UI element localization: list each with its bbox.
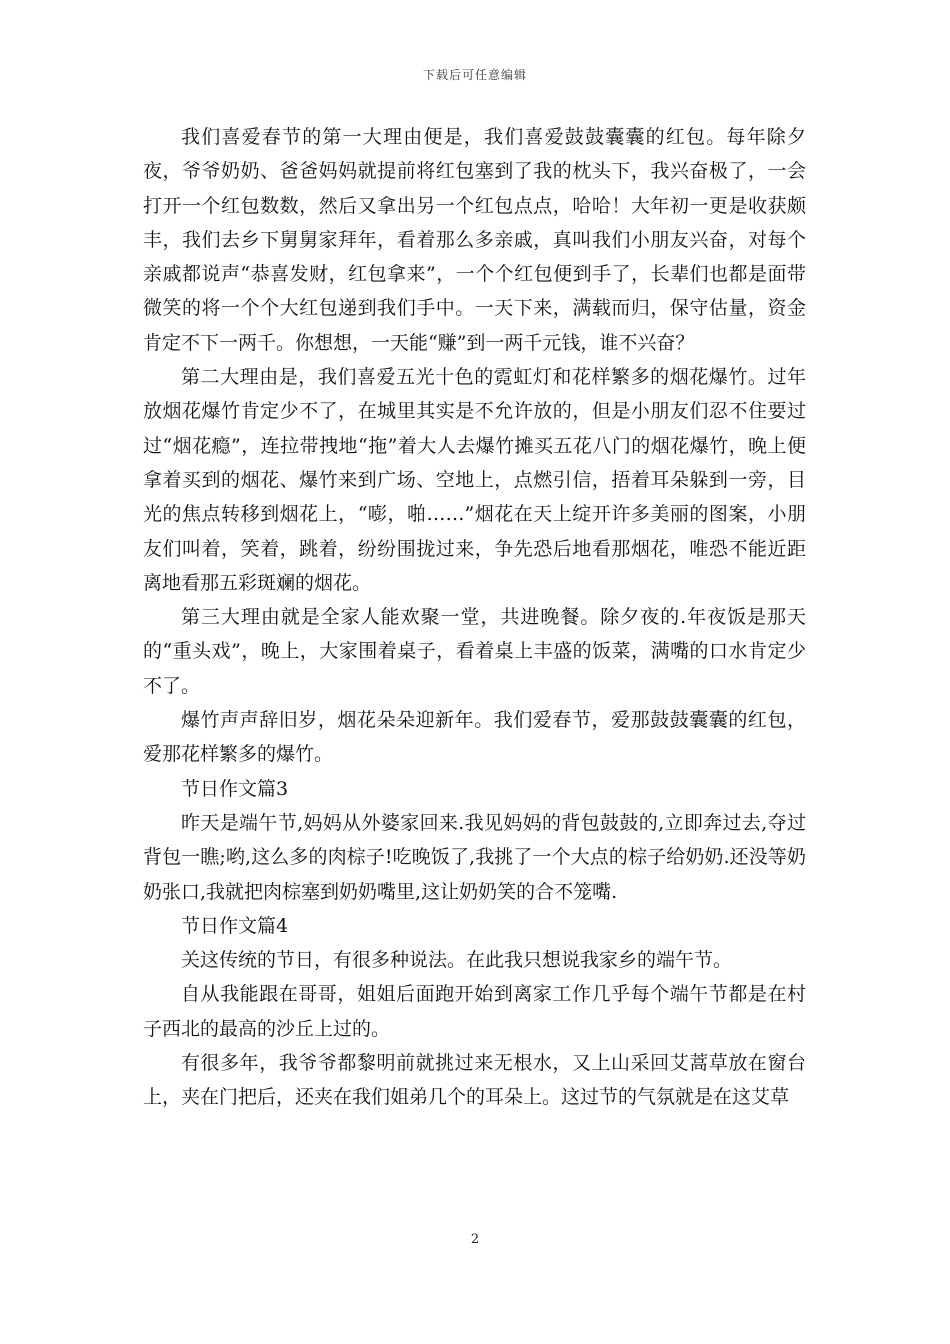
paragraph-hometown-intro: 关这传统的节日，有很多种说法。在此我只想说我家乡的端午节。 — [181, 949, 733, 972]
page-header: 下载后可任意编辑 — [422, 68, 527, 82]
paragraph-spring-festival-reason-2: 第二大理由是，我们喜爱五光十色的霓虹灯和花样繁多的烟花爆竹。过年放烟花爆竹肯定少不了，在城里其实是不允许放的，但是小朋友们忍不住要过过“烟花瘾”，连拉带拽地“拖”着大人去爆竹摊买五花八门的烟花爆竹，晚上便拿着买到的烟花、爆竹来到广场、空地上，点燃引信，捂着耳朵躲到一旁，目光的焦点转移到烟花上，“嘭，啪……”烟花在天上绽开许多美丽的图案，小朋友们叫着，笑着，跳着，纷纷围拢过来，争先恐后地看那烟花，唯恐不能近距离地看那五彩斑斓的烟花。 — [143, 366, 806, 594]
essay-heading-3: 节日作文篇3 — [181, 777, 289, 800]
document-body — [143, 120, 806, 1115]
paragraph-sand-dune: 自从我能跟在哥哥，姐姐后面跑开始到离家工作几乎每个端午节都是在村子西北的最高的沙丘上过的。 — [143, 983, 806, 1040]
paragraph-spring-festival-closing: 爆竹声声辞旧岁，烟花朵朵迎新年。我们爱春节，爱那鼓鼓囊囊的红包，爱那花样繁多的爆竹。 — [143, 709, 806, 766]
paragraph-dragon-boat-zongzi: 昨天是端午节,妈妈从外婆家回来.我见妈妈的背包鼓鼓的,立即奔过去,夺过背包一瞧;哟,这么多的肉棕子!吃晚饭了,我挑了一个大点的棕子给奶奶.还没等奶奶张口,我就把肉棕塞到奶奶嘴里,这让奶奶笑的合不笼嘴. — [143, 811, 806, 903]
paragraph-spring-festival-reason-1: 我们喜爱春节的第一大理由便是，我们喜爱鼓鼓囊囊的红包。每年除夕夜，爷爷奶奶、爸爸妈妈就提前将红包塞到了我的枕头下，我兴奋极了，一会打开一个红包数数，然后又拿出另一个红包点点，哈哈！大年初一更是收获颇丰，我们去乡下舅舅家拜年，看着那么多亲戚，真叫我们小朋友兴奋，对每个亲戚都说声“恭喜发财，红包拿来”，一个个红包便到手了，长辈们也都是面带微笑的将一个个大红包递到我们手中。一天下来，满载而归，保守估量，资金肯定不下一两千。你想想，一天能“赚”到一两千元钱，谁不兴奋？ — [143, 126, 806, 354]
paragraph-mugwort: 有很多年，我爷爷都黎明前就挑过来无根水，又上山采回艾蒿草放在窗台上，夹在门把后，还夹在我们姐弟几个的耳朵上。这过节的气氛就是在这艾草 — [143, 1052, 806, 1109]
page-number: 2 — [470, 1232, 480, 1247]
essay-heading-4: 节日作文篇4 — [181, 914, 289, 937]
paragraph-spring-festival-reason-3: 第三大理由就是全家人能欢聚一堂，共进晚餐。除夕夜的.年夜饭是那天的“重头戏”，晚上，大家围着桌子，看着桌上丰盛的饭菜，满嘴的口水肯定少不了。 — [143, 606, 806, 697]
